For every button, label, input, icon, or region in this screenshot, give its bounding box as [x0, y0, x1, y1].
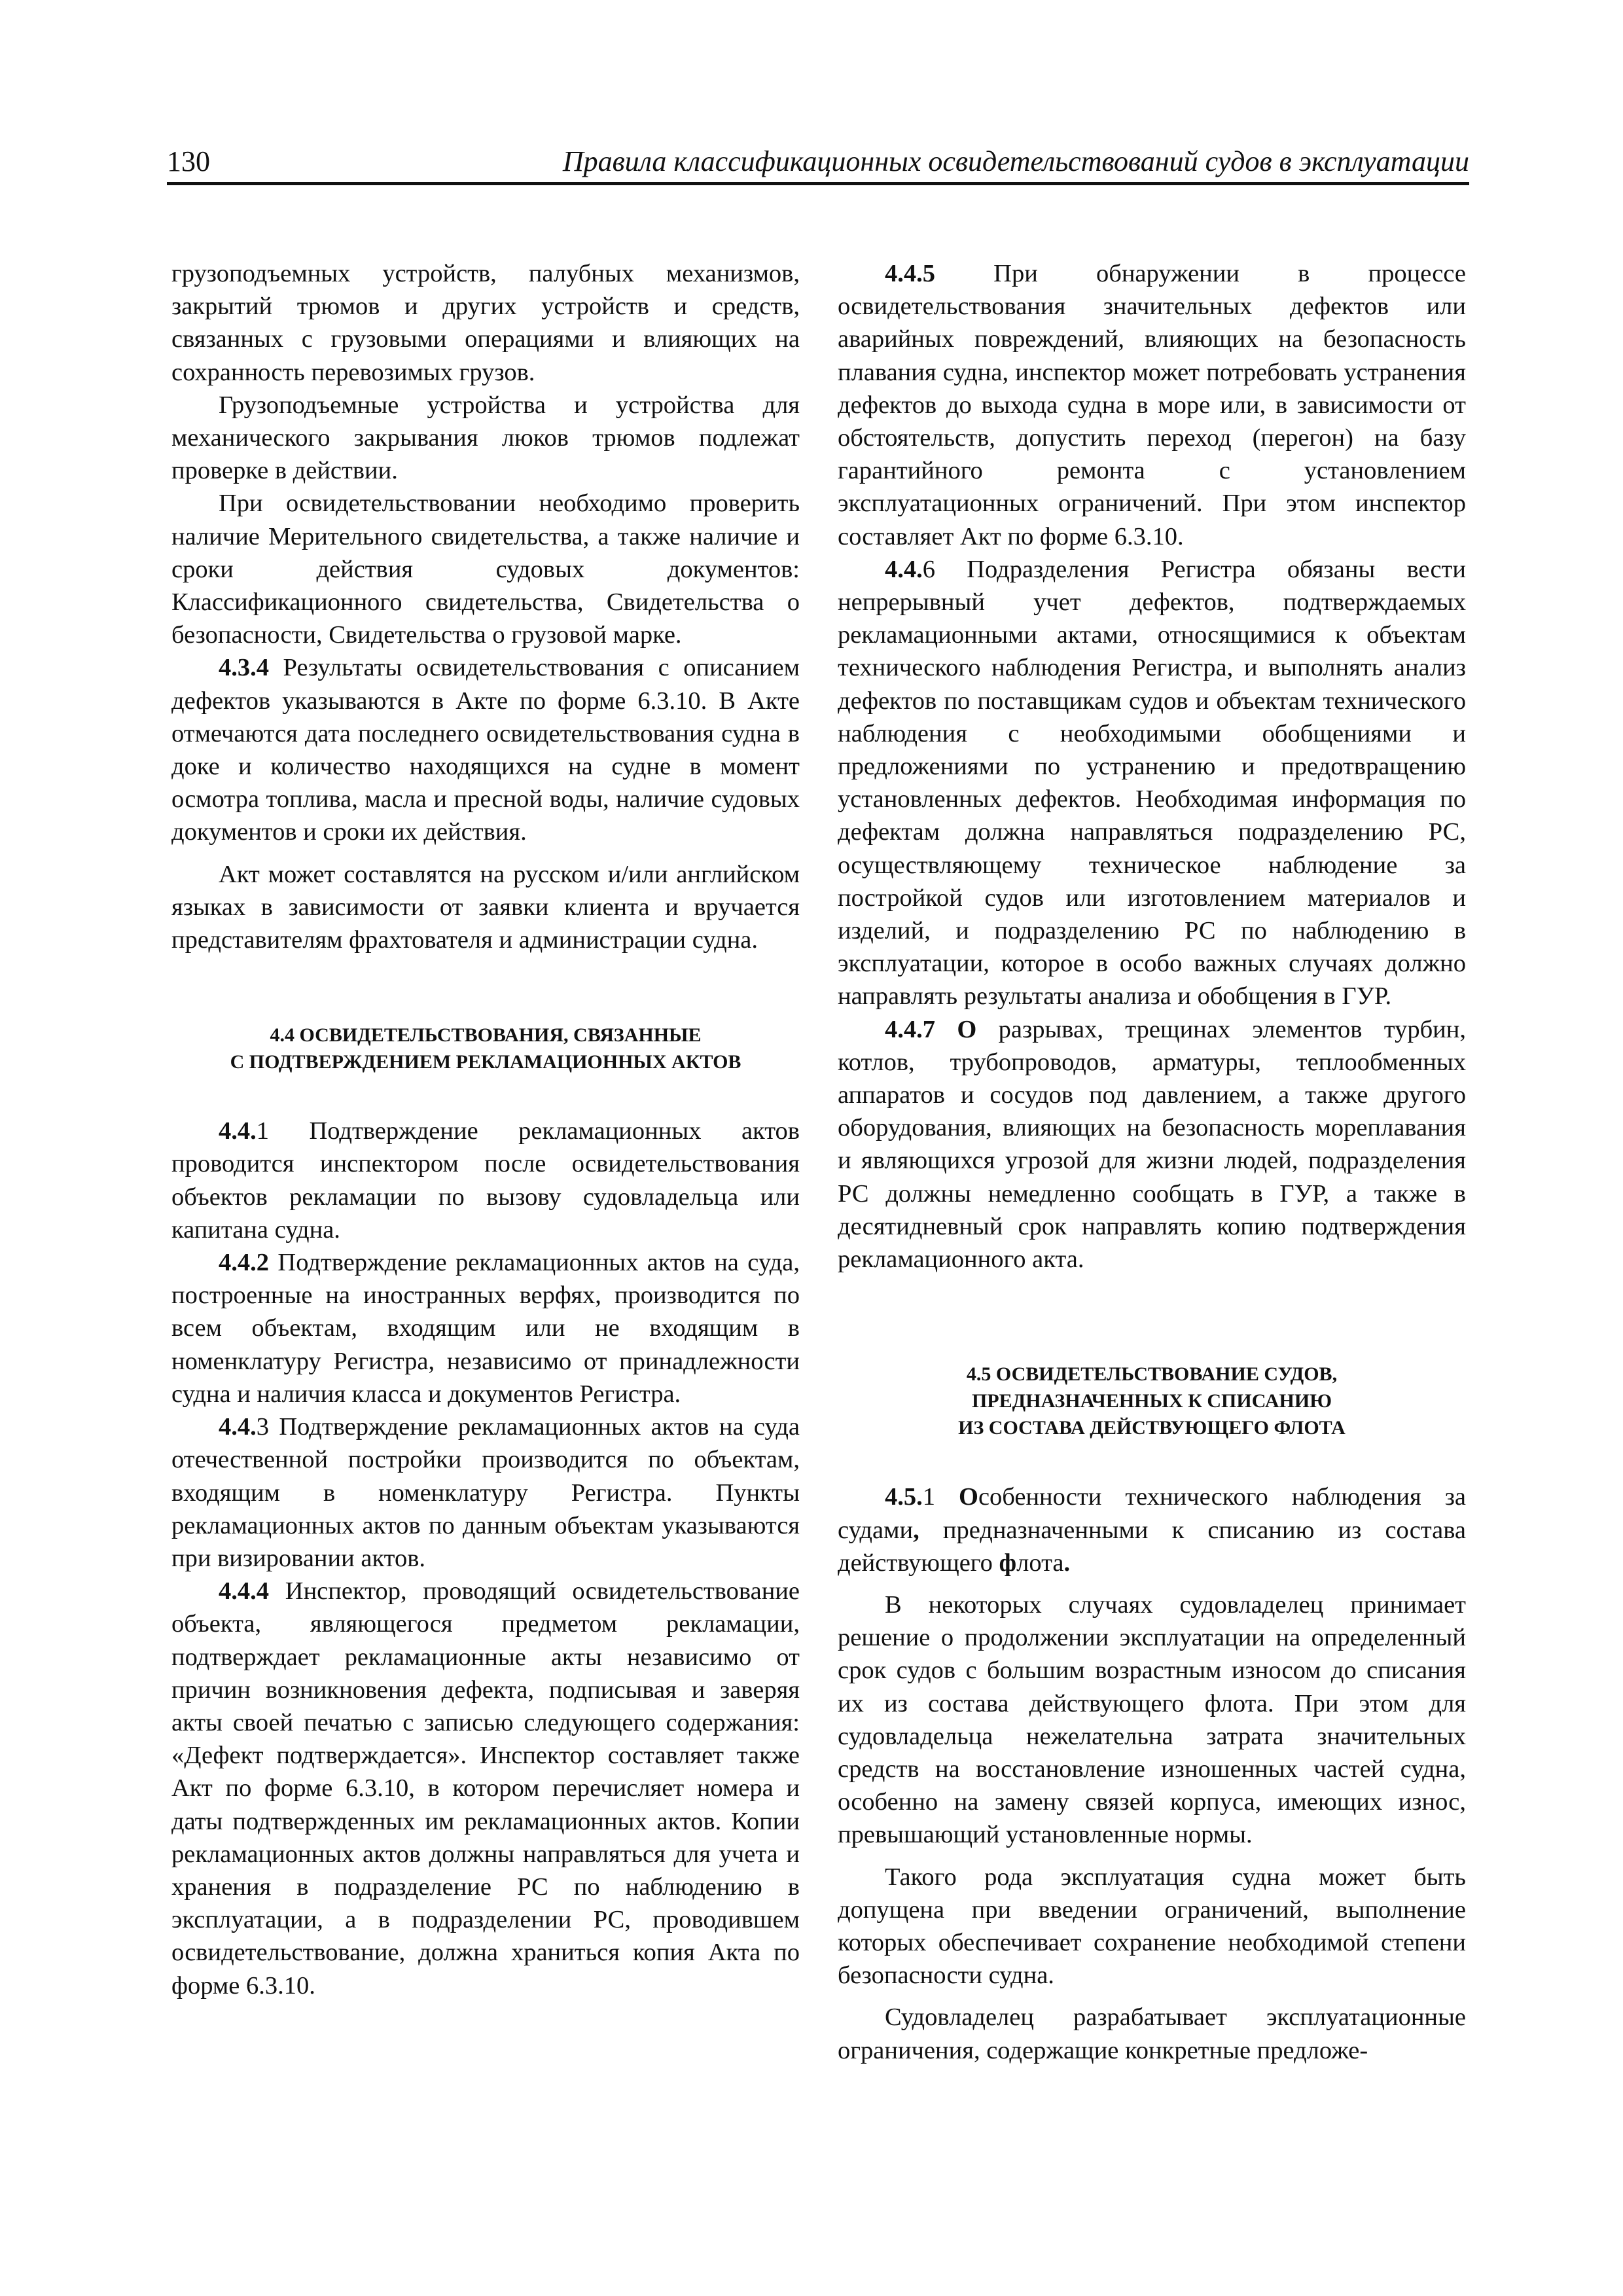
clause-number: 4.4. — [219, 1413, 257, 1441]
paragraph-4-5-1 — [838, 1480, 1466, 1579]
clause-number: 4.4. — [885, 555, 923, 583]
paragraph-text: Подтверждение рекламационных актов на суда, построенные на иностранных верфях, производится по всем объектам, входящим или не входящим в номенклатуру Регистра, независимо от принадлежности судна и наличия класса и документов Регистра. — [171, 1249, 800, 1408]
clause-number-suffix: 3 — [256, 1413, 269, 1441]
paragraph-text: Инспектор, проводящий освидетельствование объекта, являющегося предметом рекламации, подтверждает рекламационные акты независимо от причин возникновения дефекта, подписывая и заверяя акты своей печатью с записью следующего содержания: «Дефект подтверждается». Инспектор составляет также Акт по форме 6.3.10, в котором перечисляет номера и даты подтвержденных им рекламационных актов. Копии рекламационных актов должны направляться для учета и хранения в подразделение РС по наблюдению в эксплуатации, а в подразделении РС, проводившем освидетельствование, должна храниться копия Акта по форме 6.3.10. — [171, 1577, 800, 2000]
left-column — [171, 257, 800, 2002]
clause-number: 4.3.4 — [219, 654, 269, 682]
bold-fragment: , — [913, 1516, 919, 1544]
paragraph-4-4-4 — [171, 1575, 800, 2002]
paragraph-4-4-7 — [838, 1013, 1466, 1276]
bold-fragment: ф — [999, 1549, 1017, 1577]
paragraph-text: разрывах, трещинах элементов турбин, котлов, трубопроводов, арматуры, теплообменных аппаратов и сосудов под давлением, а также другого оборудования, влияющих на безопасность мореплавания и являющихся угрозой для жизни людей, подразделения РС должны немедленно сообщать в ГУР, а также в десятидневный срок направлять копию подтверждения рекламационного акта. — [838, 1015, 1466, 1274]
clause-number: 4.4.4 — [219, 1577, 269, 1605]
paragraph: В некоторых случаях судовладелец принимает решение о продолжении эксплуатации на определенный срок судов с большим возрастным износом до списания их из состава действующего флота. При этом для судовладельца нежелательна затрата значительных средств на восстановление изношенных частей судна, особенно на замену связей корпуса, имеющих износ, превышающий установленные нормы. — [838, 1590, 1466, 1849]
paragraph-4-4-6 — [838, 553, 1466, 1013]
paragraph-text: собенности технического наблюдения за судами — [838, 1483, 1466, 1544]
heading-line: 4.5 ОСВИДЕТЕЛЬСТВОВАНИЕ СУДОВ, — [966, 1363, 1338, 1386]
paragraph-text: Подразделения Регистра обязаны вести непрерывный учет дефектов, подтверждаемых рекламационными актами, относящимися к объектам технического наблюдения Регистра, и выполнять анализ дефектов по поставщикам судов и объектам технического наблюдения с необходимыми обобщениями и предложениями по устранению и предотвращению установленных дефектов. Необходимая информация по дефектам должна направляться подразделению РС, осуществляющему техническое наблюдение за постройкой судов или изготовлением материалов и изделий, и подразделению РС по наблюдению в эксплуатации, которое в особо важных случаях должно направлять результаты анализа и обобщения в ГУР. — [838, 555, 1466, 1011]
paragraph: При освидетельствовании необходимо проверить наличие Мерительного свидетельства, а также наличие и сроки действия судовых документов: Классификационного свидетельства, Свидетельства о безопасности, Свидетельства о грузовой марке. — [171, 490, 800, 649]
paragraph-4-3-4 — [171, 651, 800, 848]
heading-line: 4.4 ОСВИДЕТЕЛЬСТВОВАНИЯ, СВЯЗАННЫЕ — [270, 1024, 702, 1047]
page-header — [167, 143, 1469, 185]
paragraph-4-4-3 — [171, 1410, 800, 1575]
paragraph-text: Результаты освидетельствования с описанием дефектов указываются в Акте по форме 6.3.10. В Акте отмечаются дата последнего освидетельствования судна в доке и количество находящихся на судне в момент осмотра топлива, масла и пресной воды, наличие судовых документов и сроки их действия. — [171, 654, 800, 846]
clause-number: 4.4.2 — [219, 1249, 269, 1277]
paragraph: Такого рода эксплуатация судна может быть допущена при введении ограничений, выполнение которых обеспечивает сохранение необходимой степени безопасности судна. — [838, 1863, 1466, 1990]
paragraph-text: лота — [1016, 1549, 1064, 1577]
paragraph: Грузоподъемные устройства и устройства для механического закрывания люков трюмов подлежат проверке в действии. — [171, 391, 800, 485]
clause-number: 4.4. — [219, 1117, 257, 1145]
heading-line: ИЗ СОСТАВА ДЕЙСТВУЮЩЕГО ФЛОТА — [958, 1417, 1346, 1439]
paragraph-4-4-5 — [838, 257, 1466, 553]
clause-number-suffix: 1 — [922, 1483, 959, 1511]
paragraph: Судовладелец разрабатывает эксплуатационные ограничения, содержащие конкретные предложе- — [838, 2003, 1466, 2064]
bold-fragment: . — [1063, 1549, 1071, 1577]
section-heading-4-4 — [171, 1022, 800, 1075]
right-column — [838, 257, 1466, 2067]
section-heading-4-5 — [838, 1361, 1466, 1441]
paragraph-4-4-1 — [171, 1115, 800, 1246]
paragraph-text: предназначенными к списанию из состава действующего — [838, 1516, 1466, 1577]
paragraph-text: Подтверждение рекламационных актов на суда отечественной постройки производится по объектам, входящим в номенклатуру Регистра. Пункты рекламационных актов по данным объектам указываются при визировании актов. — [171, 1413, 800, 1572]
clause-number-suffix: 6 — [922, 555, 935, 583]
paragraph-text: Подтверждение рекламационных актов проводится инспектором после освидетельствования объектов рекламации по вызову судовладельца или капитана судна. — [171, 1117, 800, 1244]
running-title: Правила классификационных освидетельствований судов в эксплуатации — [562, 145, 1469, 177]
heading-line: ПРЕДНАЗНАЧЕННЫХ К СПИСАНИЮ — [971, 1390, 1332, 1412]
clause-number: 4.4.5 — [885, 260, 935, 287]
heading-line: С ПОДТВЕРЖДЕНИЕМ РЕКЛАМАЦИОННЫХ АКТОВ — [230, 1051, 741, 1073]
bold-fragment: О — [958, 1483, 978, 1511]
clause-number-suffix: 1 — [256, 1117, 269, 1145]
clause-number: 4.5. — [885, 1483, 923, 1511]
paragraph-text: При обнаружении в процессе освидетельствования значительных дефектов или аварийных повреждений, влияющих на безопасность плавания судна, инспектор может потребовать устранения дефектов до выхода судна в море или, в зависимости от обстоятельств, допустить переход (перегон) на базу гарантийного ремонта с установлением эксплуатационных ограничений. При этом инспектор составляет Акт по форме 6.3.10. — [838, 260, 1466, 550]
clause-number: 4.4.7 О — [885, 1015, 977, 1043]
page-number: 130 — [167, 145, 210, 177]
paragraph: грузоподъемных устройств, палубных механизмов, закрытий трюмов и других устройств и средств, связанных с грузовыми операциями и влияющих на сохранность перевозимых грузов. — [171, 260, 800, 386]
paragraph: Акт может составлятся на русском и/или английском языках в зависимости от заявки клиента и вручается представителям фрахтователя и администрации судна. — [171, 860, 800, 954]
paragraph-4-4-2 — [171, 1246, 800, 1410]
